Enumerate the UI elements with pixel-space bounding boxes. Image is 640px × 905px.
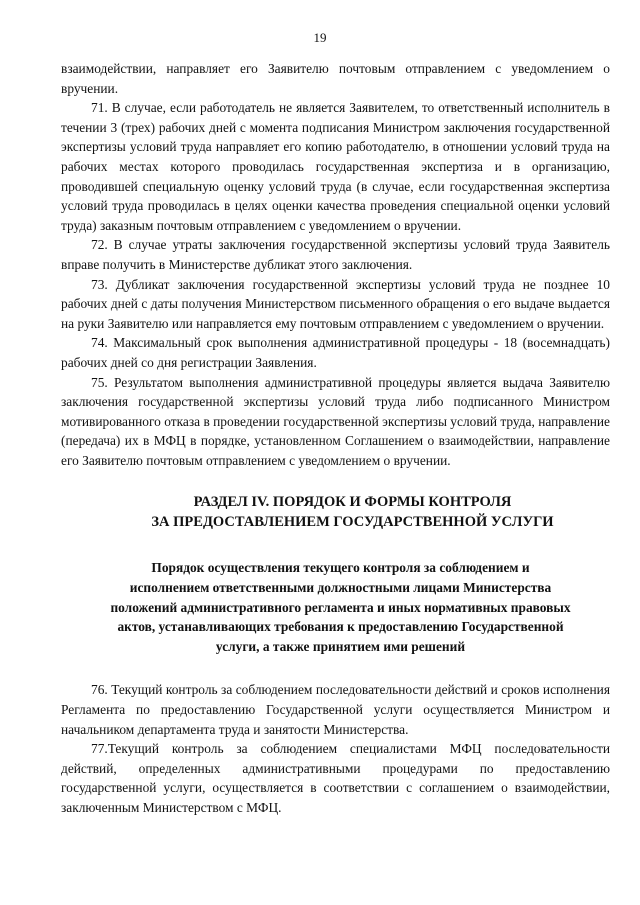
subsection-title-line-5: услуги, а также принятием ими решений — [215, 638, 466, 654]
subsection-title-line-1: Порядок осуществления текущего контроля за соблюдением и — [151, 560, 530, 576]
section-title-line-1: РАЗДЕЛ IV. ПОРЯДОК И ФОРМЫ КОНТРОЛЯ — [193, 494, 512, 511]
page-number: 19 — [313, 30, 327, 45]
paragraph-73: 73. Дубликат заключения государственной экспертизы условий труда не позднее 10 рабочих дней с даты получения Министерством письменного обращения о его выдаче выдается на руки Заявителю или направляется ему почтовым отправлением с уведомлением о вручении. — [61, 276, 610, 331]
paragraph-74: 74. Максимальный срок выполнения административной процедуры - 18 (восемнадцать) рабочих дней со дня регистрации Заявления. — [61, 335, 610, 370]
subsection-title-line-4: актов, устанавливающих требования к предоставлению Государственной — [117, 619, 564, 635]
subsection-title — [61, 558, 610, 656]
paragraph-76: 76. Текущий контроль за соблюдением последовательности действий и сроков исполнения Регламента по предоставлению Государственной услуги осуществляется Министром и начальником департамента труда и занятости Министерства. — [61, 682, 610, 737]
paragraph-77: 77.Текущий контроль за соблюдением специалистами МФЦ последовательности действий, определенных административными процедурами по предоставлению государственной услуги, осуществляется в соответствии с соглашением о взаимодействии, заключенным Министерством с МФЦ. — [61, 741, 610, 815]
paragraph-72: 72. В случае утраты заключения государственной экспертизы условий труда Заявитель вправе получить в Министерстве дубликат этого заключения. — [61, 237, 610, 272]
subsection-title-line-2: исполнением ответственными должностными лицами Министерства — [129, 580, 552, 596]
section-title-line-2: ЗА ПРЕДОСТАВЛЕНИЕМ ГОСУДАРСТВЕННОЙ УСЛУГИ — [151, 514, 554, 531]
document-body — [61, 59, 610, 818]
paragraph-71: 71. В случае, если работодатель не является Заявителем, то ответственный исполнитель в течении 3 (трех) рабочих дней с момента подписания Министром заключения государственной экспертизы условий труда направляет его копию работодателю, в отношении условий труда на рабочих местах которого проводилась государственная экспертиза и в организацию, проводившей специальную оценку условий труда (в случае, если государственная экспертиза условий труда проводилась в целях оценки качества проведения специальной оценки условий труда) заказным почтовым отправлением с уведомлением о вручении. — [61, 100, 610, 233]
subsection-title-line-3: положений административного регламента и иных нормативных правовых — [110, 599, 571, 615]
paragraph-70-continuation: взаимодействии, направляет его Заявителю почтовым отправлением с уведомлением о вручении. — [61, 61, 610, 96]
paragraph-75: 75. Результатом выполнения административной процедуры является выдача Заявителю заключения государственной экспертизы условий труда либо подписанного Министром мотивированного отказа в проведении государственной экспертизы условий труда, направление (передача) их в МФЦ в порядке, установленном Соглашением о взаимодействии, направление его Заявителю почтовым отправлением с уведомлением о вручении. — [61, 374, 610, 468]
section-title — [61, 492, 610, 532]
